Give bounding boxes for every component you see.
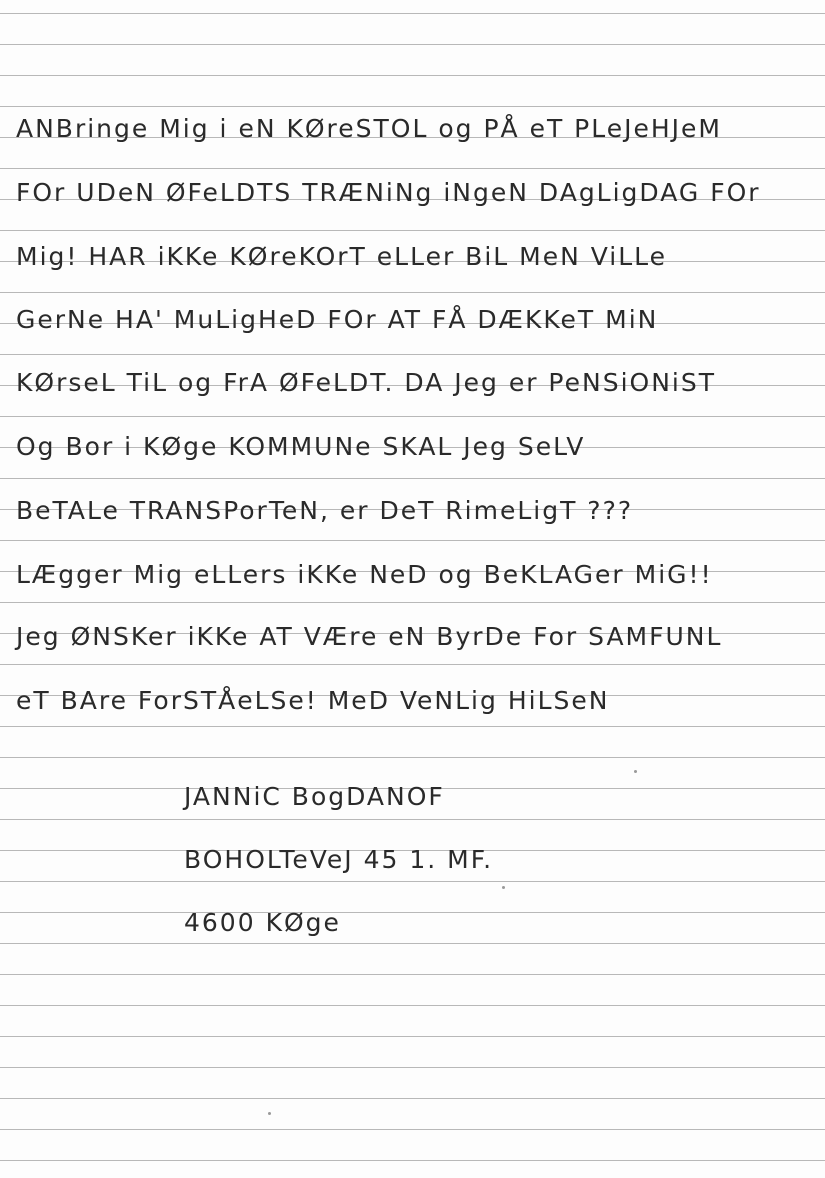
paper-speck — [502, 886, 505, 889]
letter-line-1: ANBringe Mig i eN KØreSTOL og PÅ eT PLeJeHJeM — [16, 114, 723, 143]
letter-line-7: BeTALe TRANSPorTeN, er DeT RimeLigT ??? — [16, 496, 634, 525]
letter-line-8: LÆgger Mig eLLers iKKe NeD og BeKLAGer MiG!! — [16, 560, 713, 589]
letter-line-3: Mig! HAR iKKe KØreKOrT eLLer BiL MeN ViLLe — [16, 242, 668, 271]
letter-line-4: GerNe HA' MuLigHeD FOr AT FÅ DÆKKeT MiN — [16, 305, 659, 334]
letter-line-9: Jeg ØNSKer iKKe AT VÆre eN ByrDe For SAMFUNL — [16, 622, 723, 651]
letter-line-10: eT BAre ForSTÅeLSe! MeD VeNLig HiLSeN — [16, 686, 610, 715]
letter-line-5: KØrseL TiL og FrA ØFeLDT. DA Jeg er PeNSiONiST — [16, 368, 716, 397]
letter-line-6: Og Bor i KØge KOMMUNe SKAL Jeg SeLV — [16, 432, 586, 461]
signature-name: JANNiC BogDANOF — [184, 782, 445, 811]
letter-line-2: FOr UDeN ØFeLDTS TRÆNiNg iNgeN DAgLigDAG FOr — [16, 178, 761, 207]
signature-street: BOHOLTeVeJ 45 1. MF. — [184, 845, 494, 874]
signature-city: 4600 KØge — [184, 908, 341, 937]
paper-speck — [268, 1112, 271, 1115]
paper-speck — [634, 770, 637, 773]
